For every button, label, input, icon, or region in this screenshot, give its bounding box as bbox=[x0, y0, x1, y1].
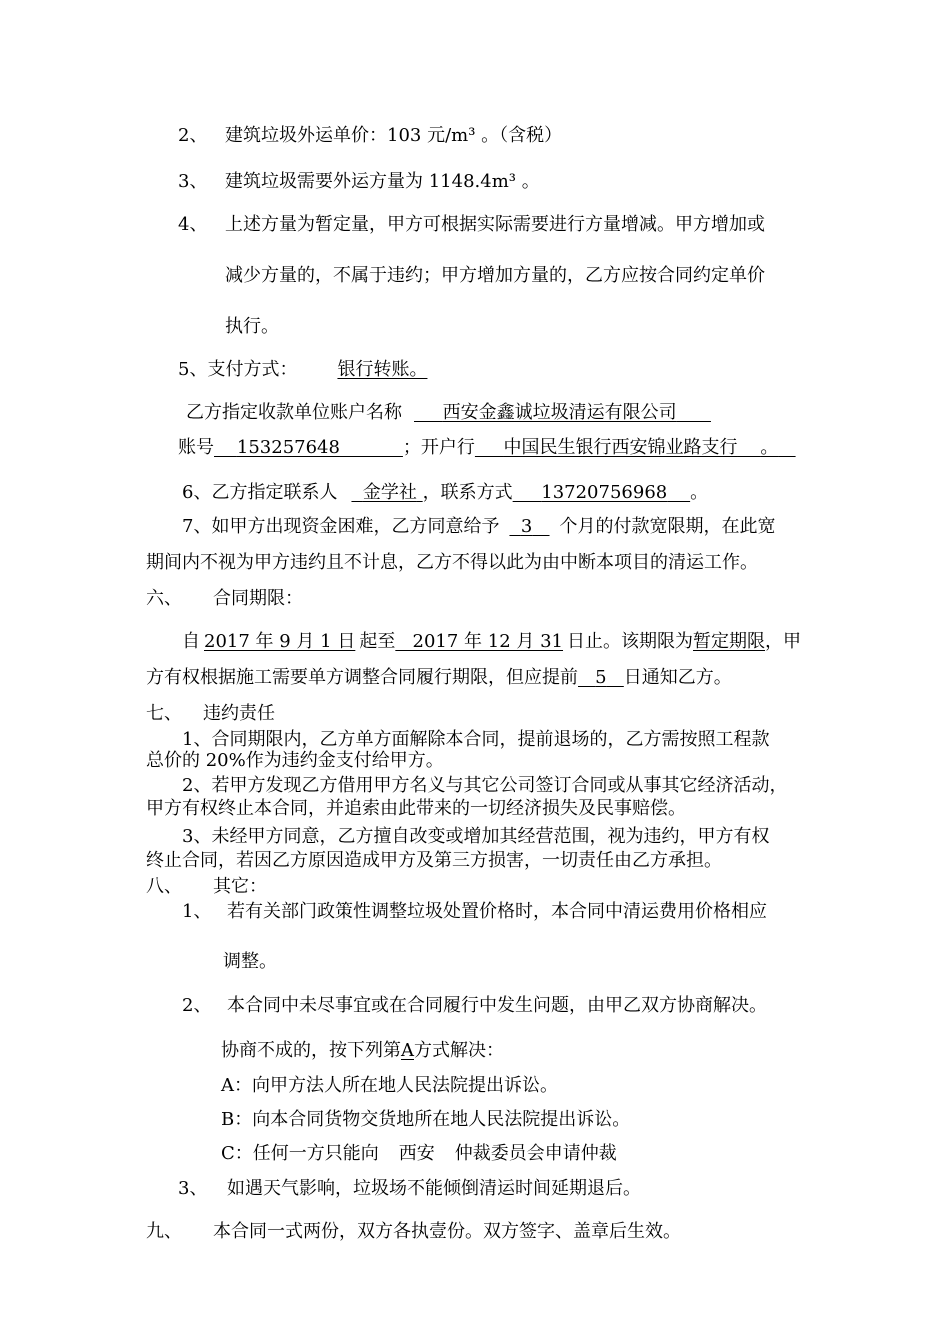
term-from: 自 bbox=[182, 631, 200, 652]
item-4-number: 4、 bbox=[178, 214, 208, 235]
item-4-line-1: 上述方量为暂定量，甲方可根据实际需要进行方量增减。甲方增加或 bbox=[225, 214, 765, 235]
item-2-text: 建筑垃圾外运单价：103 元/m³ 。（含税） bbox=[225, 125, 563, 146]
contact-label: 6、乙方指定联系人 bbox=[182, 482, 338, 503]
other-3-text: 如遇天气影响，垃圾场不能倾倒清运时间延期退后。 bbox=[227, 1178, 641, 1199]
account-name-value: 西安金鑫诚垃圾清运有限公司 bbox=[442, 402, 677, 423]
payment-method-label: 5、支付方式： bbox=[178, 359, 298, 380]
item-3-text: 建筑垃圾需要外运方量为 1148.4m³ 。 bbox=[225, 171, 540, 192]
dispute-text: 协商不成的，按下列第 bbox=[221, 1040, 401, 1061]
other-3-number: 3、 bbox=[178, 1178, 208, 1199]
option-b: B：向本合同货物交货地所在地人民法院提出诉讼。 bbox=[221, 1109, 631, 1130]
contact-phone: 13720756968 bbox=[541, 482, 668, 503]
section-6-number: 六、 bbox=[146, 588, 182, 609]
item-3-number: 3、 bbox=[178, 171, 208, 192]
option-c-text: C：任何一方只能向 bbox=[221, 1143, 379, 1164]
grace-months: 3 bbox=[520, 516, 533, 537]
item-4-line-2: 减少方量的，不属于违约；甲方增加方量的，乙方应按合同约定单价 bbox=[225, 265, 765, 286]
section-9-number: 九、 bbox=[146, 1221, 182, 1242]
dispute-choice: A bbox=[401, 1040, 414, 1061]
account-number-line bbox=[178, 439, 796, 457]
item-2-number: 2、 bbox=[178, 125, 208, 146]
term-line-1 bbox=[182, 633, 801, 651]
section-7-number: 七、 bbox=[146, 703, 182, 724]
section-8-number: 八、 bbox=[146, 876, 182, 897]
breach-2-line-2: 甲方有权终止本合同，并追索由此带来的一切经济损失及民事赔偿。 bbox=[146, 798, 686, 819]
option-c-text-end: 仲裁委员会申请仲裁 bbox=[454, 1143, 617, 1164]
term-text: 日止。该期限为 bbox=[567, 631, 694, 652]
dispute-text-end: 方式解决： bbox=[414, 1040, 504, 1061]
term-to: 起至 bbox=[359, 631, 396, 652]
item-4-line-3: 执行。 bbox=[225, 316, 279, 337]
contact-line-end: 。 bbox=[690, 482, 709, 503]
term-notice-days: 5 bbox=[595, 667, 607, 688]
grace-text-pre: 7、如甲方出现资金困难，乙方同意给予 bbox=[182, 516, 500, 537]
term-kind: 暂定期限 bbox=[693, 631, 766, 652]
term-notice-end: 日通知乙方。 bbox=[623, 667, 732, 688]
term-line-2 bbox=[146, 669, 732, 687]
term-start-date: 2017 年 9 月 1 日 bbox=[204, 631, 356, 652]
breach-3-line-1: 3、未经甲方同意，乙方擅自改变或增加其经营范围，视为违约，甲方有权 bbox=[182, 826, 770, 847]
breach-1-line-2: 总价的 20%作为违约金支付给甲方。 bbox=[146, 750, 444, 771]
section-8-title: 其它： bbox=[213, 876, 267, 897]
account-name-line bbox=[186, 404, 711, 422]
bank-label: ；开户行 bbox=[402, 437, 475, 458]
other-1-line-1: 若有关部门政策性调整垃圾处置价格时，本合同中清运费用价格相应 bbox=[227, 901, 767, 922]
term-text-end: ，甲 bbox=[765, 631, 802, 652]
section-9-text: 本合同一式两份，双方各执壹份。双方签字、盖章后生效。 bbox=[213, 1221, 681, 1242]
account-number-label: 账号 bbox=[178, 437, 214, 458]
payment-method bbox=[178, 361, 427, 379]
item-7-line-2: 期间内不视为甲方违约且不计息，乙方不得以此为由中断本项目的清运工作。 bbox=[146, 552, 758, 573]
other-2-line-2 bbox=[221, 1042, 504, 1060]
other-1-number: 1、 bbox=[182, 901, 212, 922]
bank-value: 中国民生银行西安锦业路支行 。 bbox=[503, 437, 779, 458]
contact-line bbox=[182, 484, 708, 502]
account-number-value: 153257648 bbox=[236, 437, 340, 458]
account-name-label: 乙方指定收款单位账户名称 bbox=[186, 402, 402, 423]
breach-2-line-1: 2、若甲方发现乙方借用甲方名义与其它公司签订合同或从事其它经济活动， bbox=[182, 775, 788, 796]
grace-text-post: 个月的付款宽限期，在此宽 bbox=[559, 516, 776, 537]
term-end-date: 2017 年 12 月 31 bbox=[412, 631, 564, 652]
contact-name: 金学社 bbox=[362, 482, 417, 503]
other-2-line-1: 本合同中未尽事宜或在合同履行中发生问题，由甲乙双方协商解决。 bbox=[227, 995, 767, 1016]
other-1-line-2: 调整。 bbox=[223, 951, 277, 972]
option-a: A：向甲方法人所在地人民法院提出诉讼。 bbox=[221, 1075, 558, 1096]
item-7-line-1 bbox=[182, 518, 776, 536]
other-2-number: 2、 bbox=[182, 995, 212, 1016]
phone-label: ，联系方式 bbox=[422, 482, 513, 503]
payment-method-value: 银行转账。 bbox=[337, 359, 428, 380]
option-c bbox=[221, 1145, 617, 1163]
section-6-title: 合同期限： bbox=[213, 588, 303, 609]
section-7-title: 违约责任 bbox=[203, 703, 275, 724]
breach-3-line-2: 终止合同，若因乙方原因造成甲方及第三方损害，一切责任由乙方承担。 bbox=[146, 850, 722, 871]
term-notice-text: 方有权根据施工需要单方调整合同履行期限，但应提前 bbox=[146, 667, 578, 688]
breach-1-line-1: 1、合同期限内，乙方单方面解除本合同，提前退场的，乙方需按照工程款 bbox=[182, 729, 770, 750]
option-c-city: 西安 bbox=[398, 1143, 435, 1164]
